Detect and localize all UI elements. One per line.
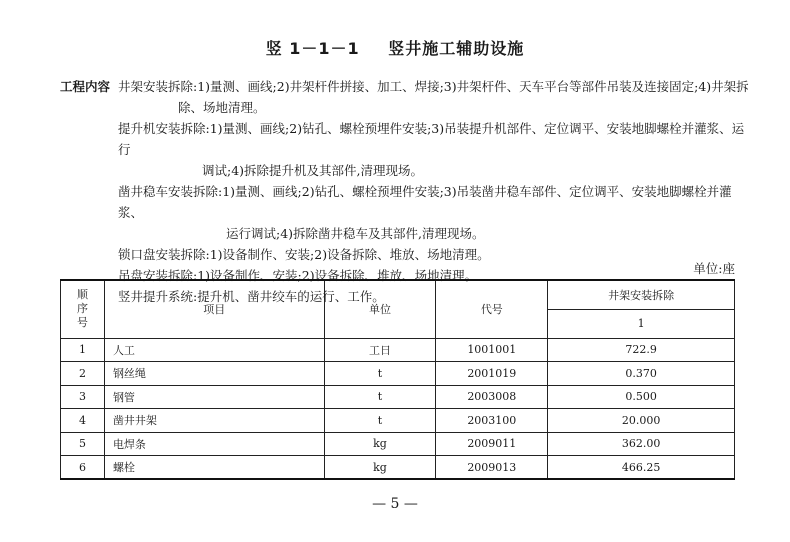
cell-unit: t	[324, 385, 436, 409]
cell-code: 2003100	[436, 409, 548, 433]
cell-code: 1001001	[436, 338, 548, 362]
cell-item: 凿井井架	[104, 409, 324, 433]
cell-code: 2003008	[436, 385, 548, 409]
cell-item: 电焊条	[104, 432, 324, 456]
cell-unit: t	[324, 362, 436, 386]
cell-seq: 2	[61, 362, 105, 386]
table-row	[61, 338, 735, 362]
cell-unit: kg	[324, 456, 436, 480]
work-paragraph	[118, 118, 750, 181]
work-paragraph	[118, 244, 750, 265]
header-group: 井架安装拆除	[548, 280, 735, 309]
cell-seq: 6	[61, 456, 105, 480]
cell-item: 钢丝绳	[104, 362, 324, 386]
unit-note: 单位:座	[693, 261, 735, 276]
header-seq: 顺 序 号	[61, 280, 105, 338]
cell-seq: 1	[61, 338, 105, 362]
header-code: 代号	[436, 280, 548, 338]
work-line: 凿井稳车安装拆除:1)量测、画线;2)钻孔、螺栓预埋件安装;3)吊装凿井稳车部件、定位调平、安装地脚螺栓并灌浆、	[118, 184, 732, 220]
work-line: 吊盘安装拆除:1)设备制作、安装;2)设备拆除、堆放、场地清理。	[118, 268, 478, 283]
cell-unit: 工日	[324, 338, 436, 362]
cell-unit: kg	[324, 432, 436, 456]
cell-value: 0.500	[548, 385, 735, 409]
cell-value: 20.000	[548, 409, 735, 433]
work-line: 井架安装拆除:1)量测、画线;2)井架杆件拼接、加工、焊接;3)井架杆件、天车平台等部件吊装及连接固定;4)井架拆	[118, 79, 749, 94]
quota-code: 竖 1－1－1	[265, 39, 360, 58]
work-line: 提升机安装拆除:1)量测、画线;2)钻孔、螺栓预埋件安装;3)吊装提升机部件、定位调平、安装地脚螺栓并灌浆、运行	[118, 121, 745, 157]
cell-code: 2009011	[436, 432, 548, 456]
work-line: 除、场地清理。	[178, 100, 266, 115]
table-row	[61, 456, 735, 480]
cell-value: 466.25	[548, 456, 735, 480]
work-line: 调试;4)拆除提升机及其部件,清理现场。	[202, 163, 424, 178]
header-sub: 1	[548, 309, 735, 338]
work-line: 运行调试;4)拆除凿井稳车及其部件,清理现场。	[226, 226, 485, 241]
cell-code: 2001019	[436, 362, 548, 386]
table-row	[61, 385, 735, 409]
table-row	[61, 409, 735, 433]
work-line: 锁口盘安装拆除:1)设备制作、安装;2)设备拆除、堆放、场地清理。	[118, 247, 490, 262]
table-row	[61, 432, 735, 456]
cell-item: 人工	[104, 338, 324, 362]
quota-name: 竖井施工辅助设施	[388, 39, 525, 58]
cell-value: 722.9	[548, 338, 735, 362]
work-line: 竖井提升系统:提升机、凿井绞车的运行、工作。	[118, 289, 385, 304]
cell-item: 螺栓	[104, 456, 324, 480]
table-header-row	[61, 280, 735, 309]
cell-seq: 4	[61, 409, 105, 433]
header-unit: 单位	[324, 280, 436, 338]
work-content	[60, 76, 750, 307]
cell-seq: 3	[61, 385, 105, 409]
header-item: 项目	[104, 280, 324, 338]
table-row	[61, 362, 735, 386]
work-paragraph	[118, 181, 750, 244]
cell-seq: 5	[61, 432, 105, 456]
cell-unit: t	[324, 409, 436, 433]
work-content-label: 工程内容	[60, 79, 111, 94]
work-paragraph	[118, 76, 750, 118]
cell-value: 362.00	[548, 432, 735, 456]
page-number: — 5 —	[372, 496, 418, 512]
cell-value: 0.370	[548, 362, 735, 386]
page-title	[0, 36, 790, 59]
cell-item: 钢管	[104, 385, 324, 409]
cell-code: 2009013	[436, 456, 548, 480]
quota-table	[60, 279, 735, 480]
